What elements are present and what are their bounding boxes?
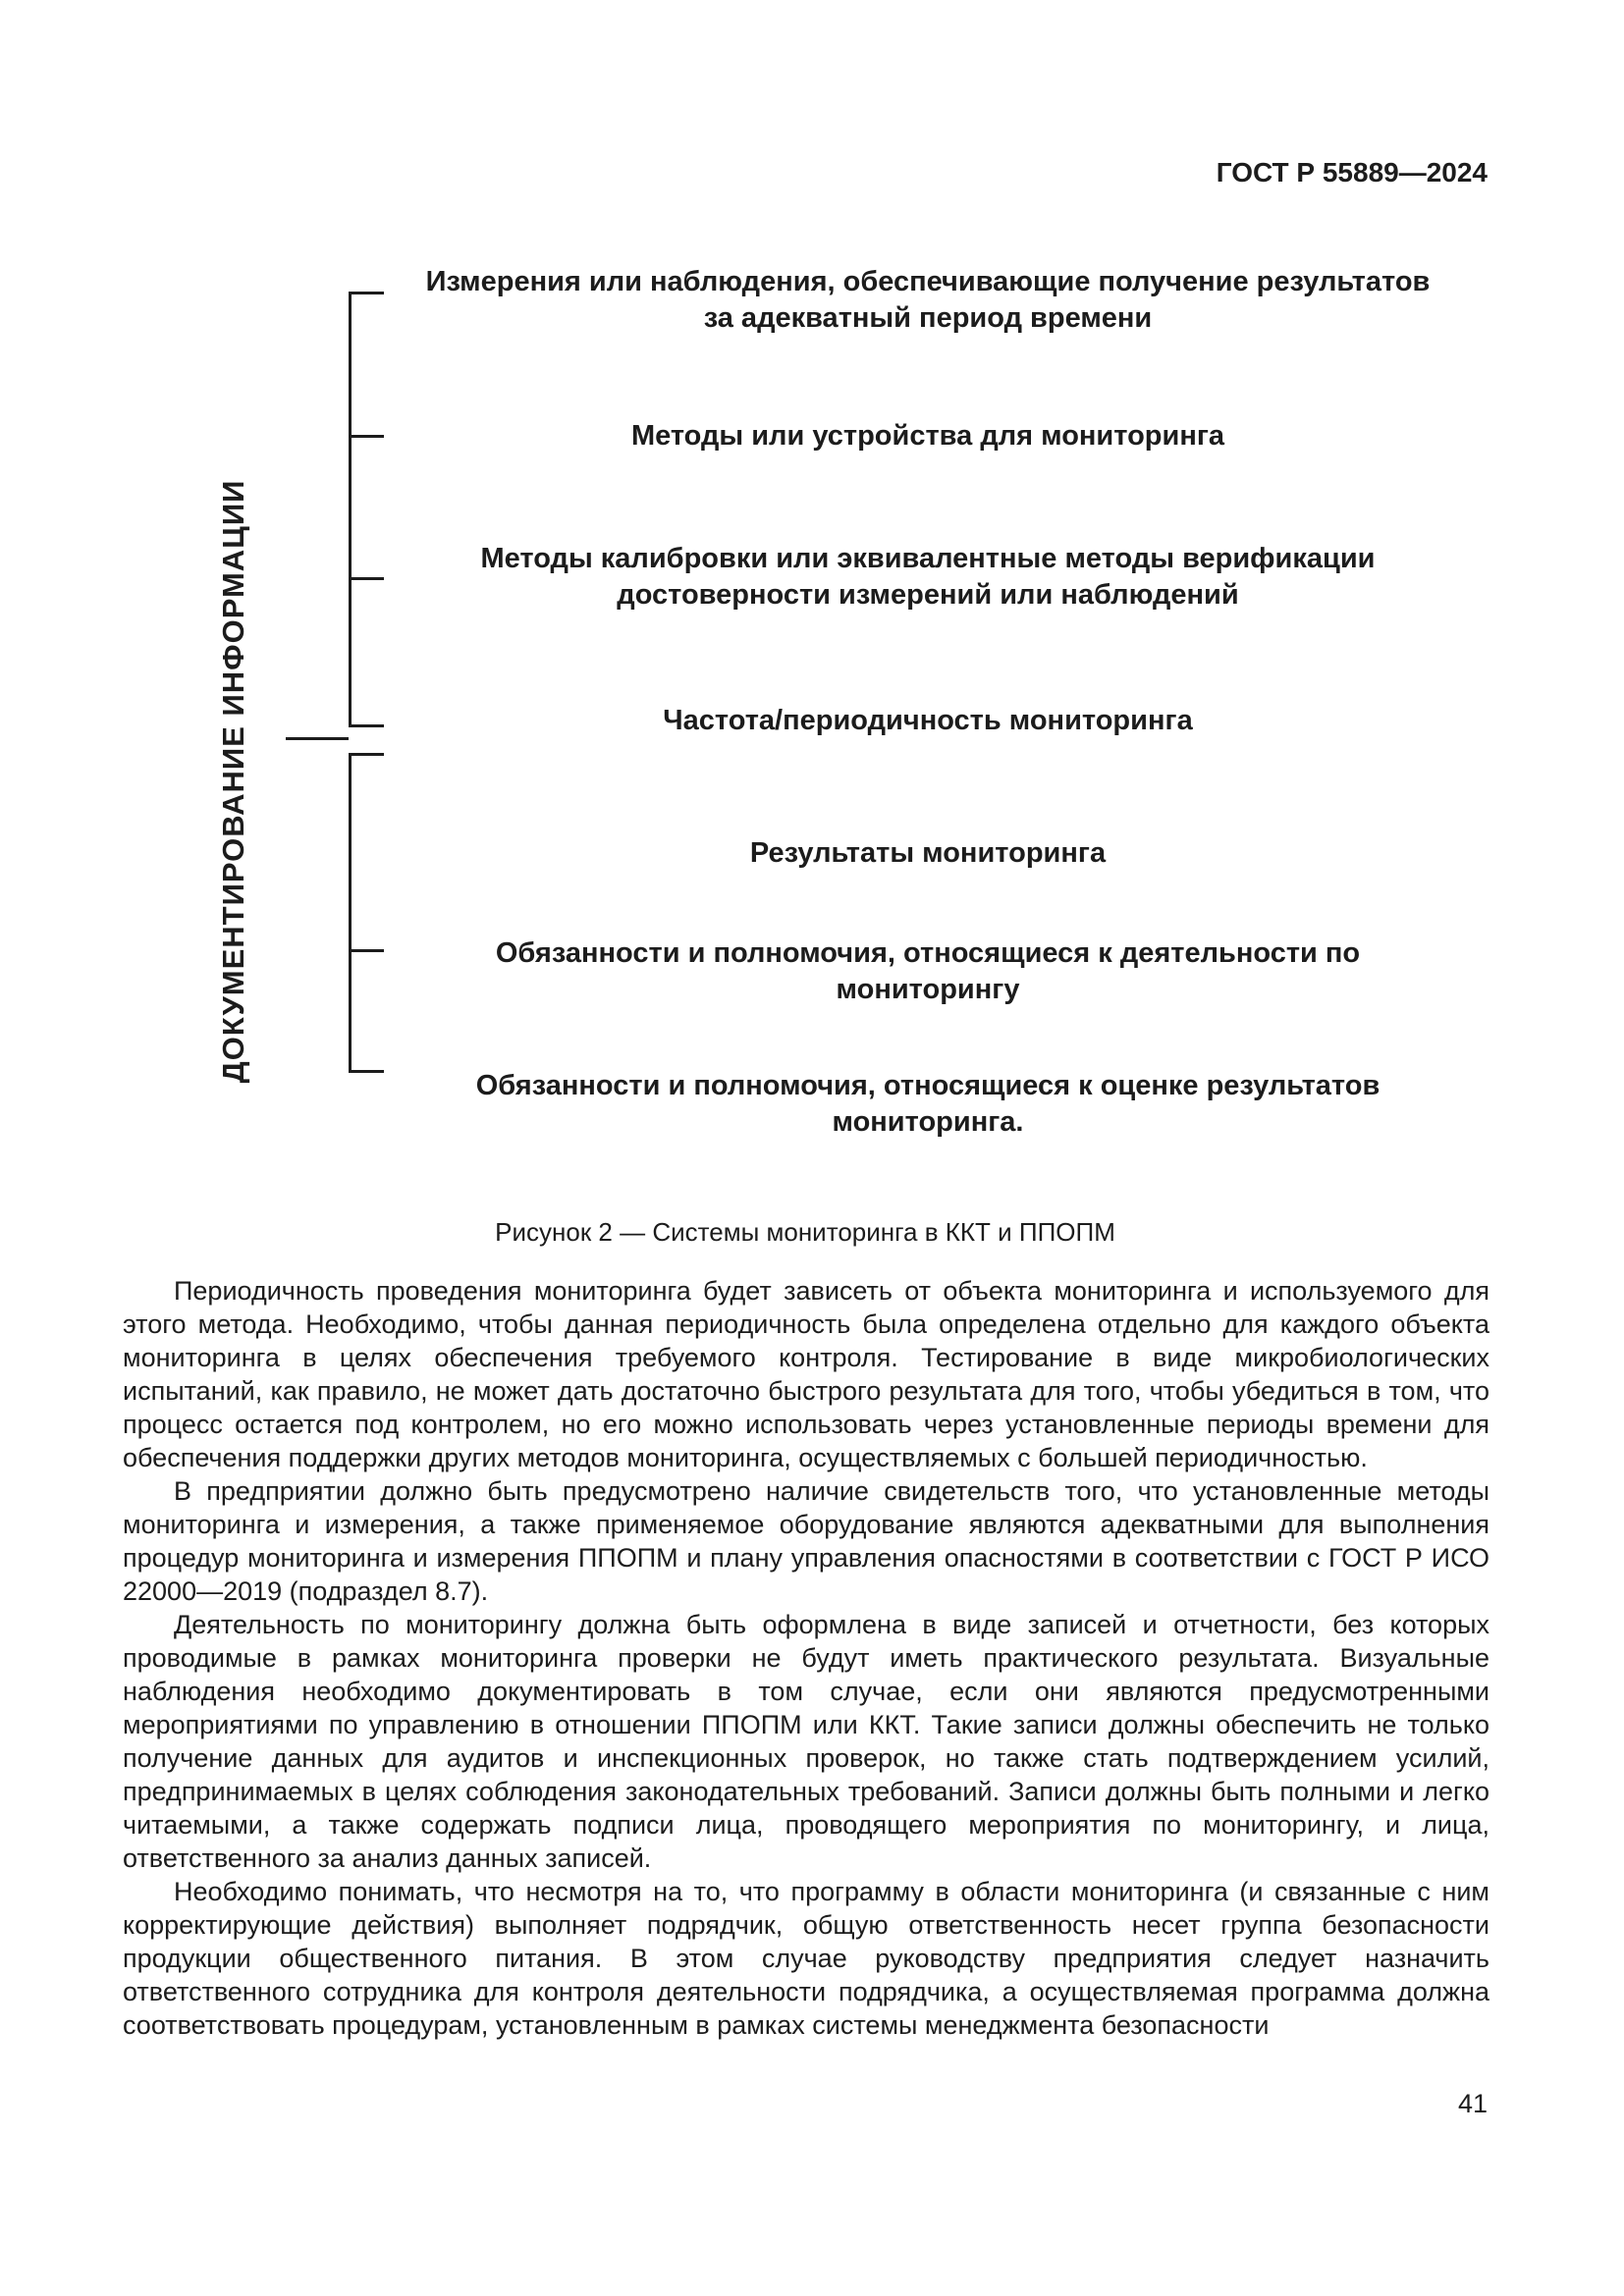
diagram-item-calibration: Методы калибровки или эквивалентные методы верификации достоверности измерений или наблюдений [480,543,1376,611]
diagram-item-measurements: Измерения или наблюдения, обеспечивающие получение результатов за адекватный период времени [425,266,1431,334]
body-paragraph-3: Деятельность по мониторингу должна быть оформлена в виде записей и отчетности, без которых проводимые в рамках мониторинга проверки не будут иметь практического результата. Визуальные наблюдения необходимо документировать в том случае, если они являются предусмотренными мероприятиями по управлению в отношении ППОПМ или ККТ. Такие записи должны обеспечить не только получение данных для аудитов и инспекционных проверок, но также стать подтверждением усилий, предпринимаемых в целях соблюдения законодательных требований. Записи должны быть полными и легко читаемыми, а также содержать подписи лица, проводящего мероприятия по мониторингу, и лица, ответственного за анализ данных записей. [123,1610,1489,1873]
upper-bracket-tick-3 [349,577,384,580]
diagram-item-duties-evaluation: Обязанности и полномочия, относящиеся к оценке результатов мониторинга. [475,1070,1380,1138]
body-paragraph-4: Необходимо понимать, что несмотря на то, что программу в области мониторинга (и связанные с ним корректирующие действия) выполняет подрядчик, общую ответственность несет группа безопасности продукции общественного питания. В этом случае руководству предприятия следует назначить ответственного сотрудника для контроля деятельности подрядчика, а осуществляемая программа должна соответствовать процедурам, установленным в рамках системы менеджмента безопасности [123,1877,1489,2040]
figure-2-diagram [123,250,1497,1198]
body-text [123,1274,1489,2042]
upper-bracket-line [349,292,352,727]
standard-number: ГОСТ Р 55889—2024 [1216,157,1488,187]
vertical-label-text: ДОКУМЕНТИРОВАНИЕ ИНФОРМАЦИИ [215,479,250,1084]
diagram-item-results: Результаты мониторинга [749,837,1107,869]
lower-bracket-tick-2 [349,949,384,952]
label-connector-line [286,737,349,740]
lower-bracket-line [349,753,352,1073]
lower-bracket-tick-1 [349,753,384,756]
lower-bracket-tick-3 [349,1070,384,1073]
upper-bracket-tick-1 [349,292,384,294]
page-header [123,157,1488,188]
upper-bracket-tick-4 [349,724,384,727]
diagram-item-frequency: Частота/периодичность мониторинга [663,705,1193,736]
diagram-item-methods-devices: Методы или устройства для мониторинга [630,420,1225,452]
body-paragraph-1: Периодичность проведения мониторинга будет зависеть от объекта мониторинга и используемого для этого метода. Необходимо, чтобы данная периодичность была определена отдельно для каждого объекта мониторинга в целях обеспечения требуемого контроля. Тестирование в виде микробиологических испытаний, как правило, не может дать достаточно быстрого результата для того, чтобы убедиться в том, что процесс остается под контролем, но его можно использовать через установленные периоды времени для обеспечения поддержки других методов мониторинга, осуществляемых с большей периодичностью. [123,1276,1489,1472]
diagram-vertical-label [177,471,290,1092]
diagram-item-duties-monitoring: Обязанности и полномочия, относящиеся к деятельности по мониторингу [495,937,1361,1005]
body-paragraph-2: В предприятии должно быть предусмотрено наличие свидетельств того, что установленные методы мониторинга и измерения, а также применяемое оборудование являются адекватными для выполнения процедур мониторинга и измерения ППОПМ и плану управления опасностями в соответствии с ГОСТ Р ИСО 22000—2019 (подраздел 8.7). [123,1476,1489,1606]
figure-caption: Рисунок 2 — Системы мониторинга в ККТ и ППОПМ [495,1217,1115,1247]
page-number: 41 [1457,2089,1488,2118]
upper-bracket-tick-2 [349,435,384,438]
